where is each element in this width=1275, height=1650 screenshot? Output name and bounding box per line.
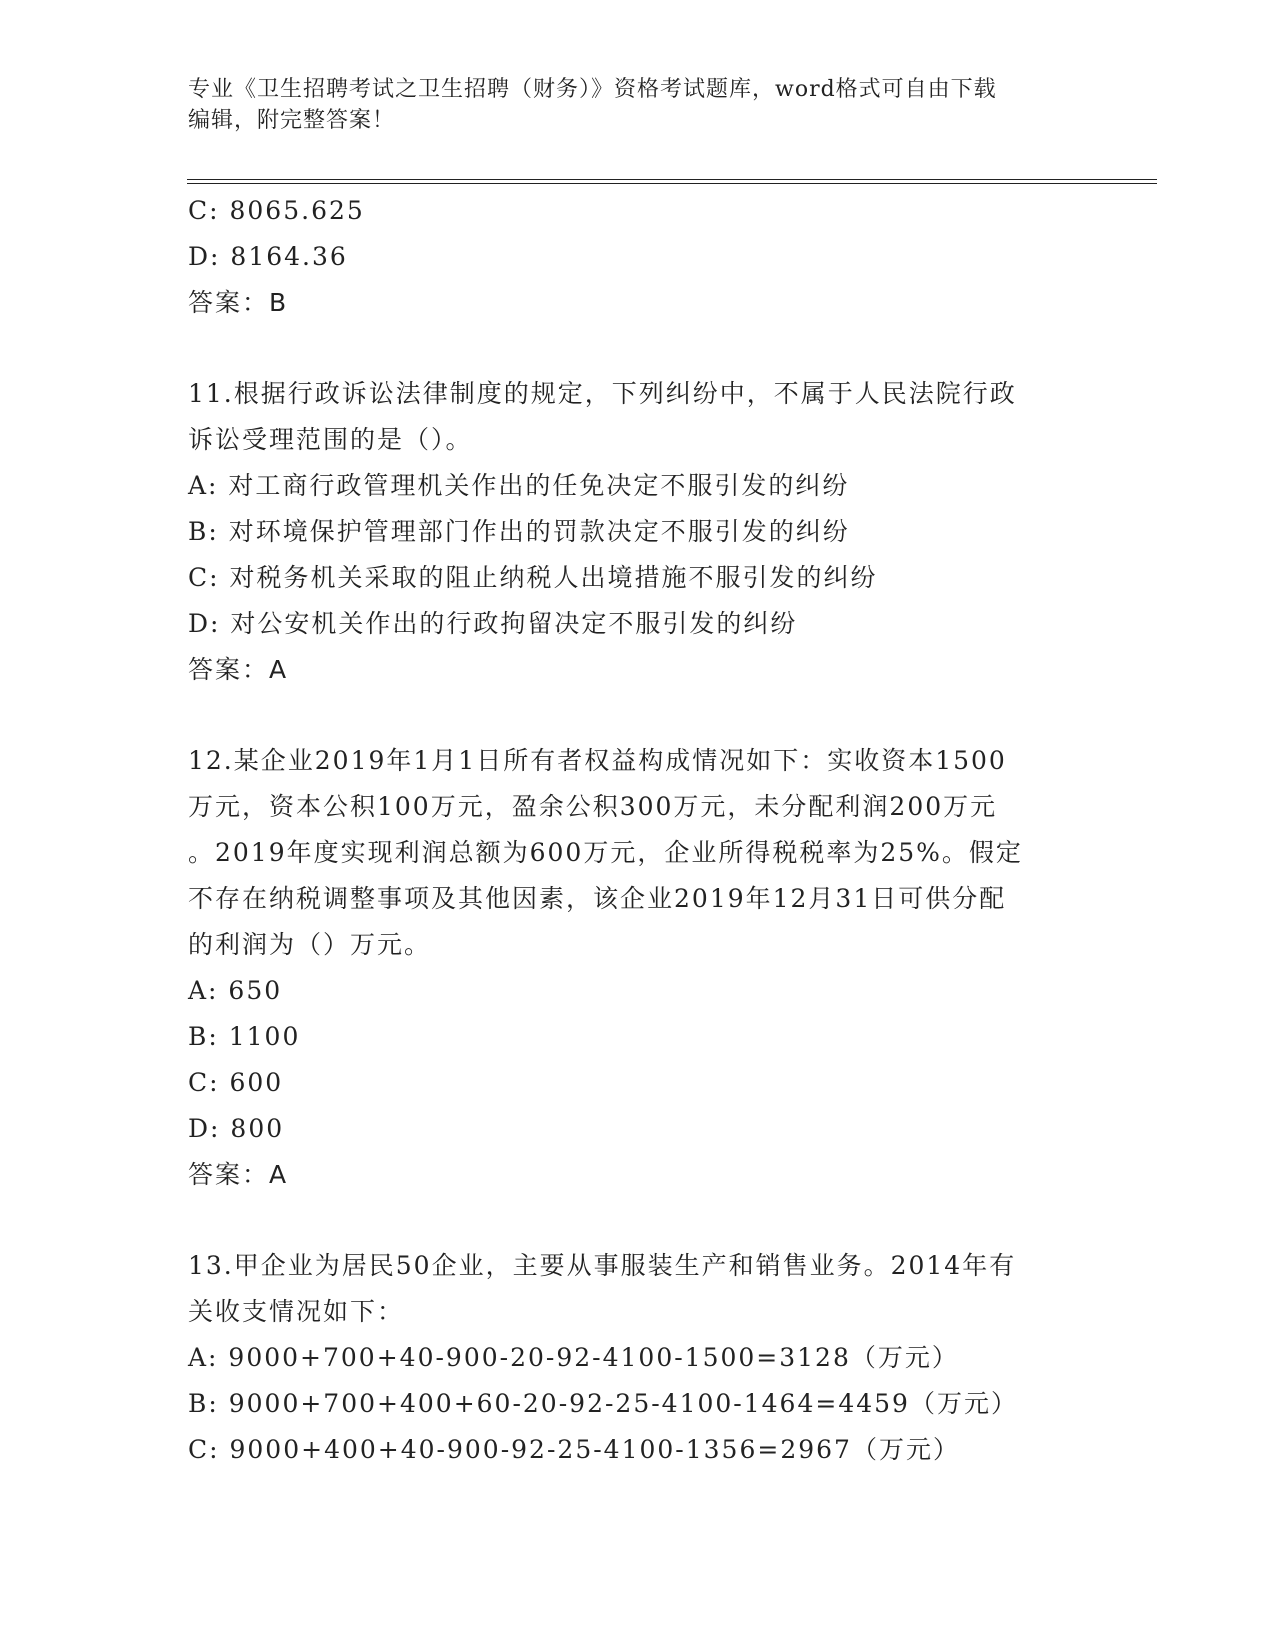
- q12-stem-line-5: 的利润为（）万元。: [188, 930, 432, 959]
- spacer: [188, 1198, 1088, 1243]
- q10-option-d: D: 8164.36: [188, 242, 348, 271]
- q12-option-b: B: 1100: [188, 1022, 301, 1051]
- q11-option-b: B: 对环境保护管理部门作出的罚款决定不服引发的纠纷: [188, 517, 850, 546]
- header-rule-top: [187, 179, 1157, 180]
- document-header: [188, 74, 1088, 136]
- question-13: [188, 1243, 1088, 1473]
- q12-stem-line-4: 不存在纳税调整事项及其他因素，该企业2019年12月31日可供分配: [188, 884, 1007, 913]
- question-12: [188, 738, 1088, 1198]
- q13-stem-line-1: 13.甲企业为居民50企业，主要从事服装生产和销售业务。2014年有: [188, 1251, 1017, 1280]
- q12-answer: 答案：A: [188, 1160, 289, 1189]
- question-11: [188, 371, 1088, 693]
- q12-option-c: C: 600: [188, 1068, 284, 1097]
- q12-stem-line-3: 。2019年度实现利润总额为600万元，企业所得税税率为25%。假定: [188, 838, 1023, 867]
- question-10-tail: [188, 188, 1088, 326]
- q11-option-a: A: 对工商行政管理机关作出的任免决定不服引发的纠纷: [188, 471, 850, 500]
- q12-option-a: A: 650: [188, 976, 283, 1005]
- q13-option-a: A: 9000+700+40-900-20-92-4100-1500=3128（万元）: [188, 1343, 959, 1372]
- q12-stem-line-1: 12.某企业2019年1月1日所有者权益构成情况如下：实收资本1500: [188, 746, 1007, 775]
- q12-option-d: D: 800: [188, 1114, 285, 1143]
- q11-option-c: C: 对税务机关采取的阻止纳税人出境措施不服引发的纠纷: [188, 563, 878, 592]
- q11-option-d: D: 对公安机关作出的行政拘留决定不服引发的纠纷: [188, 609, 798, 638]
- q10-answer: 答案：B: [188, 288, 289, 317]
- q13-stem-line-2: 关收支情况如下：: [188, 1297, 405, 1326]
- header-line-2: 编辑，附完整答案！: [188, 108, 396, 133]
- q13-option-c: C: 9000+400+40-900-92-25-4100-1356=2967（万元）: [188, 1435, 960, 1464]
- q11-stem-line-2: 诉讼受理范围的是（）。: [188, 425, 473, 454]
- question-content: [188, 188, 1088, 1473]
- q11-stem-line-1: 11.根据行政诉讼法律制度的规定，下列纠纷中，不属于人民法院行政: [188, 379, 1017, 408]
- spacer: [188, 693, 1088, 738]
- spacer: [188, 326, 1088, 371]
- header-rule-bottom: [187, 183, 1157, 184]
- q13-option-b: B: 9000+700+400+60-20-92-25-4100-1464=4459（万元）: [188, 1389, 1018, 1418]
- q12-stem-line-2: 万元，资本公积100万元，盈余公积300万元，未分配利润200万元: [188, 792, 998, 821]
- header-line-1: 专业《卫生招聘考试之卫生招聘（财务）》资格考试题库，word格式可自由下载: [188, 77, 997, 102]
- q11-answer: 答案：A: [188, 655, 289, 684]
- q10-option-c: C: 8065.625: [188, 196, 365, 225]
